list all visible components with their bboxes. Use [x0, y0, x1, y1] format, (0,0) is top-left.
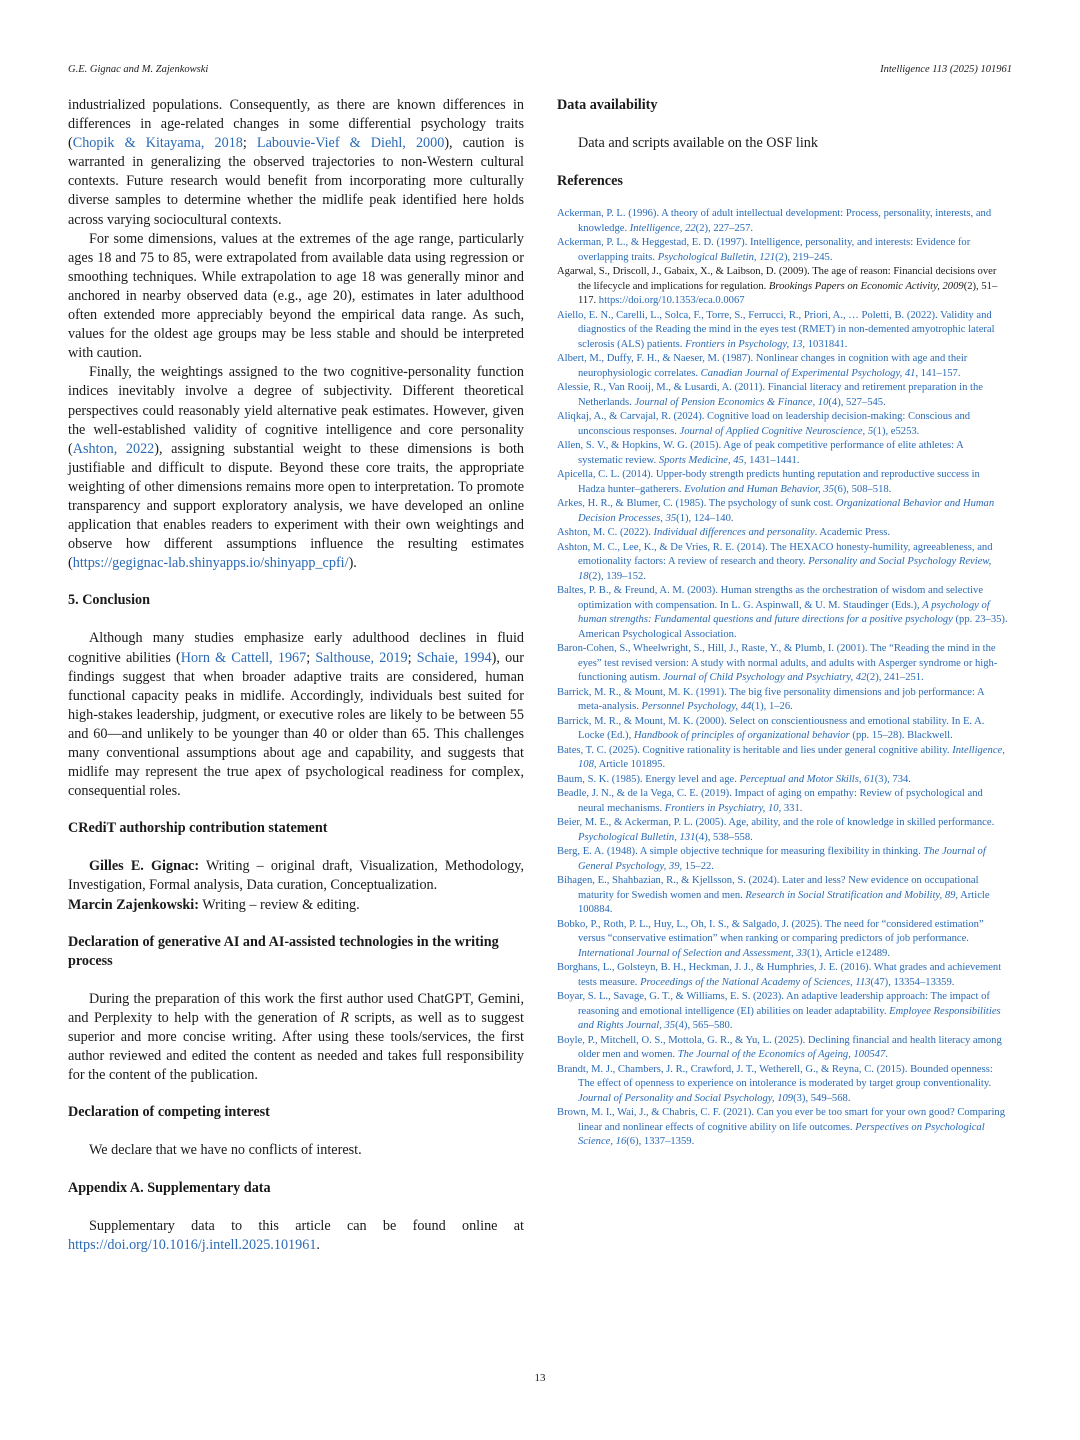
paragraph-appendix: Supplementary data to this article can be found online at https://doi.org/10.1016/j.intell.2025.101961. — [68, 1217, 524, 1253]
page-number: 13 — [534, 1372, 546, 1384]
paragraph-ai-declaration: During the preparation of this work the first author used ChatGPT, Gemini, and Perplexity to help with the generation of R scripts, as well as to suggest superior and more concise writing. After using these tools/services, the first author reviewed and edited the content as needed and takes full responsibility for the content of the publication. — [68, 990, 524, 1084]
reference-doi-link[interactable]: https://doi.org/10.1353/eca.0.0067 — [598, 295, 745, 307]
section-heading-competing-interest: Declaration of competing interest — [68, 1104, 270, 1121]
running-header-authors: G.E. Gignac and M. Zajenkowski — [68, 64, 209, 75]
reference-entry[interactable]: Borghans, L., Golsteyn, B. H., Heckman, J. J., & Humphries, J. E. (2016). What grades and achievement tests measure. Proceedings of the National Academy of Sciences, 113(47), 13354–13359. — [557, 962, 1002, 988]
doi-link[interactable]: https://doi.org/10.1016/j.intell.2025.101961 — [68, 1236, 317, 1253]
section-heading-conclusion: 5. Conclusion — [68, 592, 150, 609]
reference-entry[interactable]: Bobko, P., Roth, P. L., Huy, L., Oh, I. S., & Salgado, J. (2025). The need for “considered estimation” versus “conservative estimation” when ranking or comparing predictors of job performance. International Journal of Selection and Assessment, 33(1), Article e12489. — [557, 918, 984, 959]
reference-entry[interactable]: Baltes, P. B., & Freund, A. M. (2003). Human strengths as the orchestration of wisdom and selective optimization with compensation. In L. G. Aspinwall, & U. M. Staudinger (Eds.), A psychology of human strengths: Fundamental questions and future directions for a positive psychology (pp. 23–35). American Psychological Association. — [557, 585, 1008, 640]
reference-entry[interactable]: Ackerman, P. L. (1996). A theory of adult intellectual development: Process, personality, interests, and knowledge. Intelligence, 22(2), 227–257. — [557, 208, 992, 234]
reference-entry[interactable]: Berg, E. A. (1948). A simple objective technique for measuring flexibility in thinking. The Journal of General Psychology, 39, 15–22. — [557, 846, 986, 872]
reference-entry[interactable]: Arkes, H. R., & Blumer, C. (1985). The psychology of sunk cost. Organizational Behavior and Human Decision Processes, 35(1), 124–140. — [557, 498, 995, 524]
reference-entry[interactable]: Alessie, R., Van Rooij, M., & Lusardi, A. (2011). Financial literacy and retirement preparation in the Netherlands. Journal of Pension Economics & Finance, 10(4), 527–545. — [557, 382, 984, 408]
citation-link[interactable]: Chopik & Kitayama, 2018 — [72, 135, 243, 152]
citation-link[interactable]: Schaie, 1994 — [416, 649, 492, 666]
reference-entry[interactable]: Beadle, J. N., & de la Vega, C. E. (2019). Impact of aging on empathy: Review of psychological and neural mechanisms. Frontiers in Psychiatry, 10, 331. — [557, 788, 983, 814]
reference-entry[interactable]: Agarwal, S., Driscoll, J., Gabaix, X., & Laibson, D. (2009). The age of reason: Financial decisions over the lifecycle and implications for regulation. Brookings Papers on Economic Activity, 2009(2), 51–117. https://doi.org/10.1353/eca.0.0067 — [557, 266, 998, 307]
paragraph-credit-2: Marcin Zajenkowski: Writing – review & editing. — [68, 896, 360, 913]
reference-entry[interactable]: Baum, S. K. (1985). Energy level and age. Perceptual and Motor Skills, 61(3), 734. — [557, 773, 911, 785]
reference-entry[interactable]: Beier, M. E., & Ackerman, P. L. (2005). Age, ability, and the role of knowledge in skilled performance. Psychological Bulletin, 131(4), 538–558. — [557, 817, 995, 843]
paragraph-conclusion: Although many studies emphasize early adulthood declines in fluid cognitive abilities (Horn & Cattell, 1967; Salthouse, 2019; Schaie, 1994), our findings suggest that when broader adaptive traits are considered, human functional capacity peaks in midlife. Accordingly, individuals best suited for high-stakes leadership, judgment, or executive roles are likely to be between 55 and 60—and unlikely to be younger than 40 or older than 65. This challenges many conventional assumptions about age and capability, and suggests that midlife may represent the true apex of psychological readiness for complex, consequential roles. — [68, 630, 524, 800]
reference-entry[interactable]: Ashton, M. C. (2022). Individual differences and personality. Academic Press. — [557, 527, 890, 539]
reference-entry[interactable]: Ackerman, P. L., & Heggestad, E. D. (1997). Intelligence, personality, and interests: Evidence for overlapping traits. Psychological Bulletin, 121(2), 219–245. — [557, 237, 971, 263]
citation-link[interactable]: Labouvie-Vief & Diehl, 2000 — [256, 135, 445, 152]
paragraph-extrapolation: For some dimensions, values at the extremes of the age range, particularly ages 18 and 75 to 85, were extrapolated from available data using regression or smoothing techniques. While extrapolation to age 18 was generally minor and anchored in nearby observed data (e.g., age 20), estimates in later adulthood often extended more appreciably beyond the empirical data range. As such, values for the oldest age groups may be less stable and should be interpreted with caution. — [68, 230, 524, 362]
section-heading-data-availability: Data availability — [557, 97, 658, 113]
reference-entry[interactable]: Aiello, E. N., Carelli, L., Solca, F., Torre, S., Ferrucci, R., Priori, A., … Poletti, B. (2022). Validity and diagnostics of the Reading the mind in the eyes test (RMET) in non-demented amyotrophic lateral sclerosis (ALS) patients. Frontiers in Psychology, 13, 1031841. — [557, 309, 995, 350]
running-header-journal: Intelligence 113 (2025) 101961 — [880, 64, 1012, 75]
reference-entry[interactable]: Brown, M. I., Wai, J., & Chabris, C. F. (2021). Can you ever be too smart for your own good? Comparing linear and nonlinear effects of cognitive ability on life outcomes. Perspectives on Psychological Science, 16(6), 1337–1359. — [557, 1107, 1005, 1148]
paragraph-cultural: industrialized populations. Consequently, as there are known differences in differences in age-related changes in some differential psychology traits (Chopik & Kitayama, 2018; Labouvie-Vief & Diehl, 2000), caution is warranted in generalizing the observed trajectories to non-Western cultural contexts. Future research would benefit from incorporating more culturally diverse samples to determine whether the midlife peak identified here holds across varying sociocultural contexts. — [68, 97, 524, 228]
citation-link[interactable]: Horn & Cattell, 1967 — [180, 649, 307, 666]
reference-entry[interactable]: Albert, M., Duffy, F. H., & Naeser, M. (1987). Nonlinear changes in cognition with age and their neurophysiologic correlates. Canadian Journal of Experimental Psychology, 41, 141–157. — [557, 353, 968, 379]
left-column — [68, 96, 524, 1255]
reference-entry[interactable]: Baron-Cohen, S., Wheelwright, S., Hill, J., Raste, Y., & Plumb, I. (2001). The “Reading the mind in the eyes” test revised version: A study with normal adults, and adults with Asperger syndrome or high-functioning autism. Journal of Child Psychology and Psychiatry, 42(2), 241–251. — [557, 643, 998, 684]
citation-link[interactable]: Salthouse, 2019 — [315, 649, 408, 666]
reference-entry[interactable]: Brandt, M. J., Chambers, J. R., Crawford, J. T., Wetherell, G., & Reyna, C. (2015). Bounded openness: The effect of openness to experience on intolerance is moderated by target group conventionality. Journal of Personality and Social Psychology, 109(3), 549–568. — [557, 1063, 993, 1104]
paragraph-weightings: Finally, the weightings assigned to the two cognitive-personality function indices inevitably involve a degree of subjectivity. Different theoretical perspectives could reasonably yield alternative peak estimates. However, given the well-established validity of cognitive intelligence and core personality (Ashton, 2022), assigning substantial weight to these dimensions is both justifiable and difficult to dispute. Beyond these core traits, the appropriate weighting of other dimensions remains more open to interpretation. To promote transparency and support exploratory analysis, we have developed an online application that enables readers to experiment with their own weightings and observe how different assumptions influence the resulting estimates (https://gegignac-lab.shinyapps.io/shinyapp_cpfi/). — [68, 364, 524, 572]
reference-entry[interactable]: Bates, T. C. (2025). Cognitive rationality is heritable and lies under general cognitive ability. Intelligence, 108, Article 101895. — [557, 744, 1005, 771]
citation-link[interactable]: Ashton, 2022 — [72, 440, 155, 457]
reference-entry[interactable]: Boyar, S. L., Savage, G. T., & Williams, E. S. (2023). An adaptive leadership approach: The impact of reasoning and emotional intelligence (EI) abilities on leader adaptability. Employee Responsibilities and Rights Journal, 35(4), 565–580. — [557, 991, 1001, 1032]
reference-entry[interactable]: Apicella, C. L. (2014). Upper-body strength predicts hunting reputation and reproductive success in Hadza hunter–gatherers. Evolution and Human Behavior, 35(6), 508–518. — [557, 469, 980, 495]
data-availability-text: Data and scripts available on the OSF link — [578, 135, 818, 152]
section-heading-credit: CRediT authorship contribution statement — [68, 820, 328, 837]
right-column — [557, 96, 1009, 1150]
reference-entry[interactable]: Barrick, M. R., & Mount, M. K. (2000). Select on conscientiousness and emotional stability. In E. A. Locke (Ed.), Handbook of principles of organizational behavior (pp. 15–28). Blackwell. — [557, 715, 985, 742]
paragraph-credit: Gilles E. Gignac: Writing – original draft, Visualization, Methodology, Investigation, Formal analysis, Data curation, Conceptualization. — [68, 858, 525, 894]
section-heading-ai-declaration: Declaration of generative AI and AI-assisted technologies in the writing process — [68, 933, 499, 969]
reference-list — [557, 207, 1009, 1150]
shinyapp-link[interactable]: https://gegignac-lab.shinyapps.io/shinyapp_cpfi/ — [72, 555, 349, 572]
reference-entry[interactable]: Aliqkaj, A., & Carvajal, R. (2024). Cognitive load on leadership decision-making: Conscious and unconscious responses. Journal of Applied Cognitive Neuroscience, 5(1), e5253. — [557, 411, 971, 437]
reference-entry[interactable]: Bihagen, E., Shahbazian, R., & Kjellsson, S. (2024). Later and less? New evidence on occupational maturity for Swedish women and men. Research in Social Stratification and Mobility, 89, Article 100884. — [557, 875, 990, 916]
reference-entry[interactable]: Ashton, M. C., Lee, K., & De Vries, R. E. (2014). The HEXACO honesty-humility, agreeableness, and emotionality factors: A review of research and theory. Personality and Social Psychology Review, 18(2), 139–152. — [557, 541, 993, 582]
paragraph-competing-interest: We declare that we have no conflicts of interest. — [89, 1142, 362, 1159]
reference-entry[interactable]: Allen, S. V., & Hopkins, W. G. (2015). Age of peak competitive performance of elite athletes: A systematic review. Sports Medicine, 45, 1431–1441. — [557, 440, 964, 466]
reference-entry[interactable]: Barrick, M. R., & Mount, M. K. (1991). The big five personality dimensions and job performance: A meta-analysis. Personnel Psychology, 44(1), 1–26. — [557, 686, 985, 713]
section-heading-appendix: Appendix A. Supplementary data — [68, 1179, 271, 1196]
reference-entry[interactable]: Boyle, P., Mitchell, O. S., Mottola, G. R., & Yu, L. (2025). Declining financial and health literacy among older men and women. The Journal of the Economics of Ageing, 100547. — [557, 1034, 1002, 1061]
section-heading-references: References — [557, 173, 623, 190]
